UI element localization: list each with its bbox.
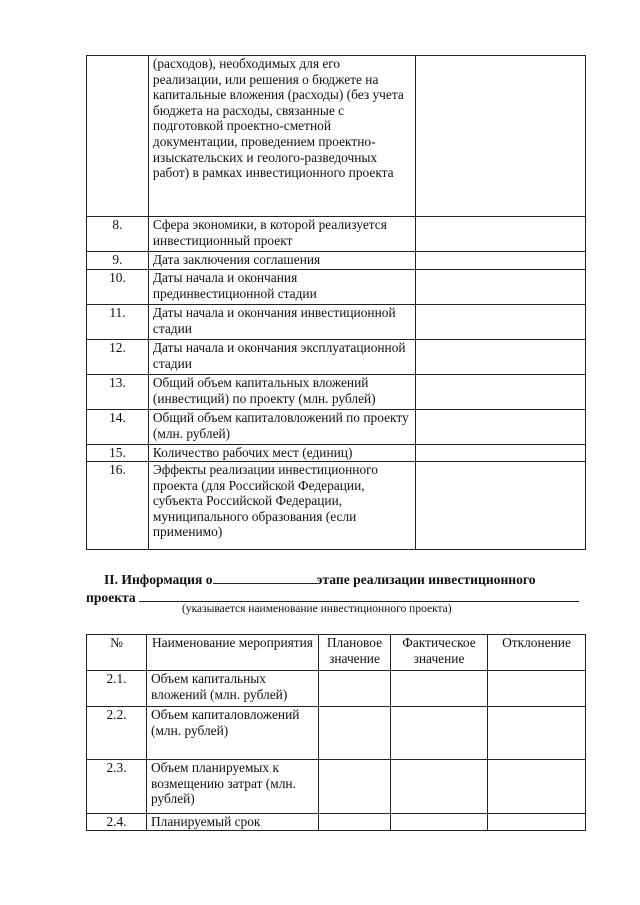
header-deviation: Отклонение <box>488 635 586 671</box>
actual-value-cell <box>391 707 488 760</box>
row-label: Эффекты реализации инвестиционного проекта (для Российской Федерации, субъекта Российской Федерации, муниципального образования (если применимо) <box>148 462 416 550</box>
table-row <box>87 305 586 340</box>
row-number: 11. <box>87 305 149 340</box>
row-label: Дата заключения соглашения <box>148 252 416 270</box>
planned-value-cell <box>319 707 391 760</box>
row-number: 2.1. <box>87 671 147 707</box>
deviation-cell <box>488 760 586 814</box>
section-heading <box>104 571 536 588</box>
row-number: 14. <box>87 410 149 445</box>
table-header-row <box>87 635 586 671</box>
row-value-cell <box>416 340 586 375</box>
row-value-cell <box>416 305 586 340</box>
row-number: 13. <box>87 375 149 410</box>
row-number: 9. <box>87 252 149 270</box>
project-name-blank <box>139 589 579 602</box>
stage-info-table <box>86 634 586 831</box>
row-number: 2.2. <box>87 707 147 760</box>
row-number: 10. <box>87 270 149 305</box>
row-number: 16. <box>87 462 149 550</box>
row-label: Общий объем капиталовложений по проекту (млн. рублей) <box>148 410 416 445</box>
row-value-cell <box>416 217 586 252</box>
table-row <box>87 340 586 375</box>
row-number <box>87 56 149 217</box>
row-label: Даты начала и окончания эксплуатационной стадии <box>148 340 416 375</box>
actual-value-cell <box>391 671 488 707</box>
table-row <box>87 375 586 410</box>
row-value-cell <box>416 56 586 217</box>
table-row <box>87 270 586 305</box>
actual-value-cell <box>391 814 488 831</box>
table-row <box>87 462 586 550</box>
project-info-table <box>86 55 586 550</box>
section-heading-suffix: этапе реализации инвестиционного <box>316 572 536 587</box>
row-label: Объем планируемых к возмещению затрат (млн. рублей) <box>147 760 319 814</box>
row-number: 2.3. <box>87 760 147 814</box>
row-value-cell <box>416 410 586 445</box>
row-value-cell <box>416 445 586 462</box>
table-row <box>87 707 586 760</box>
row-label: Общий объем капитальных вложений (инвестиций) по проекту (млн. рублей) <box>148 375 416 410</box>
row-label: Планируемый срок <box>147 814 319 831</box>
row-number: 8. <box>87 217 149 252</box>
row-label: Сфера экономики, в которой реализуется инвестиционный проект <box>148 217 416 252</box>
row-label: Объем капитальных вложений (млн. рублей) <box>147 671 319 707</box>
stage-name-blank <box>213 571 317 584</box>
row-value-cell <box>416 252 586 270</box>
row-label: Даты начала и окончания прединвестиционной стадии <box>148 270 416 305</box>
planned-value-cell <box>319 760 391 814</box>
row-number: 15. <box>87 445 149 462</box>
header-number: № <box>87 635 147 671</box>
row-value-cell <box>416 270 586 305</box>
project-name-hint: (указывается наименование инвестиционного проекта) <box>182 603 452 615</box>
planned-value-cell <box>319 671 391 707</box>
table-row <box>87 56 586 217</box>
row-label: Количество рабочих мест (единиц) <box>148 445 416 462</box>
table-row <box>87 671 586 707</box>
section-heading-project-label: проекта <box>86 590 136 605</box>
table-row <box>87 760 586 814</box>
row-number: 12. <box>87 340 149 375</box>
table-row <box>87 814 586 831</box>
row-label: Объем капиталовложений (млн. рублей) <box>147 707 319 760</box>
deviation-cell <box>488 707 586 760</box>
row-value-cell <box>416 462 586 550</box>
row-number: 2.4. <box>87 814 147 831</box>
row-label: Даты начала и окончания инвестиционной стадии <box>148 305 416 340</box>
row-label: (расходов), необходимых для его реализации, или решения о бюджете на капитальные вложения (расходы) (без учета бюджета на расходы, связанные с подготовкой проектно-сметной документации, проведением проектно-изыскательских и геолого-разведочных работ) в рамках инвестиционного проекта <box>148 56 416 217</box>
table-row <box>87 410 586 445</box>
header-actual: Фактическое значение <box>391 635 488 671</box>
header-planned: Плановое значение <box>319 635 391 671</box>
table-row <box>87 445 586 462</box>
deviation-cell <box>488 671 586 707</box>
deviation-cell <box>488 814 586 831</box>
actual-value-cell <box>391 760 488 814</box>
section-heading-prefix: II. Информация о <box>104 572 213 587</box>
table-row <box>87 252 586 270</box>
row-value-cell <box>416 375 586 410</box>
header-activity: Наименование мероприятия <box>147 635 319 671</box>
planned-value-cell <box>319 814 391 831</box>
table-row <box>87 217 586 252</box>
